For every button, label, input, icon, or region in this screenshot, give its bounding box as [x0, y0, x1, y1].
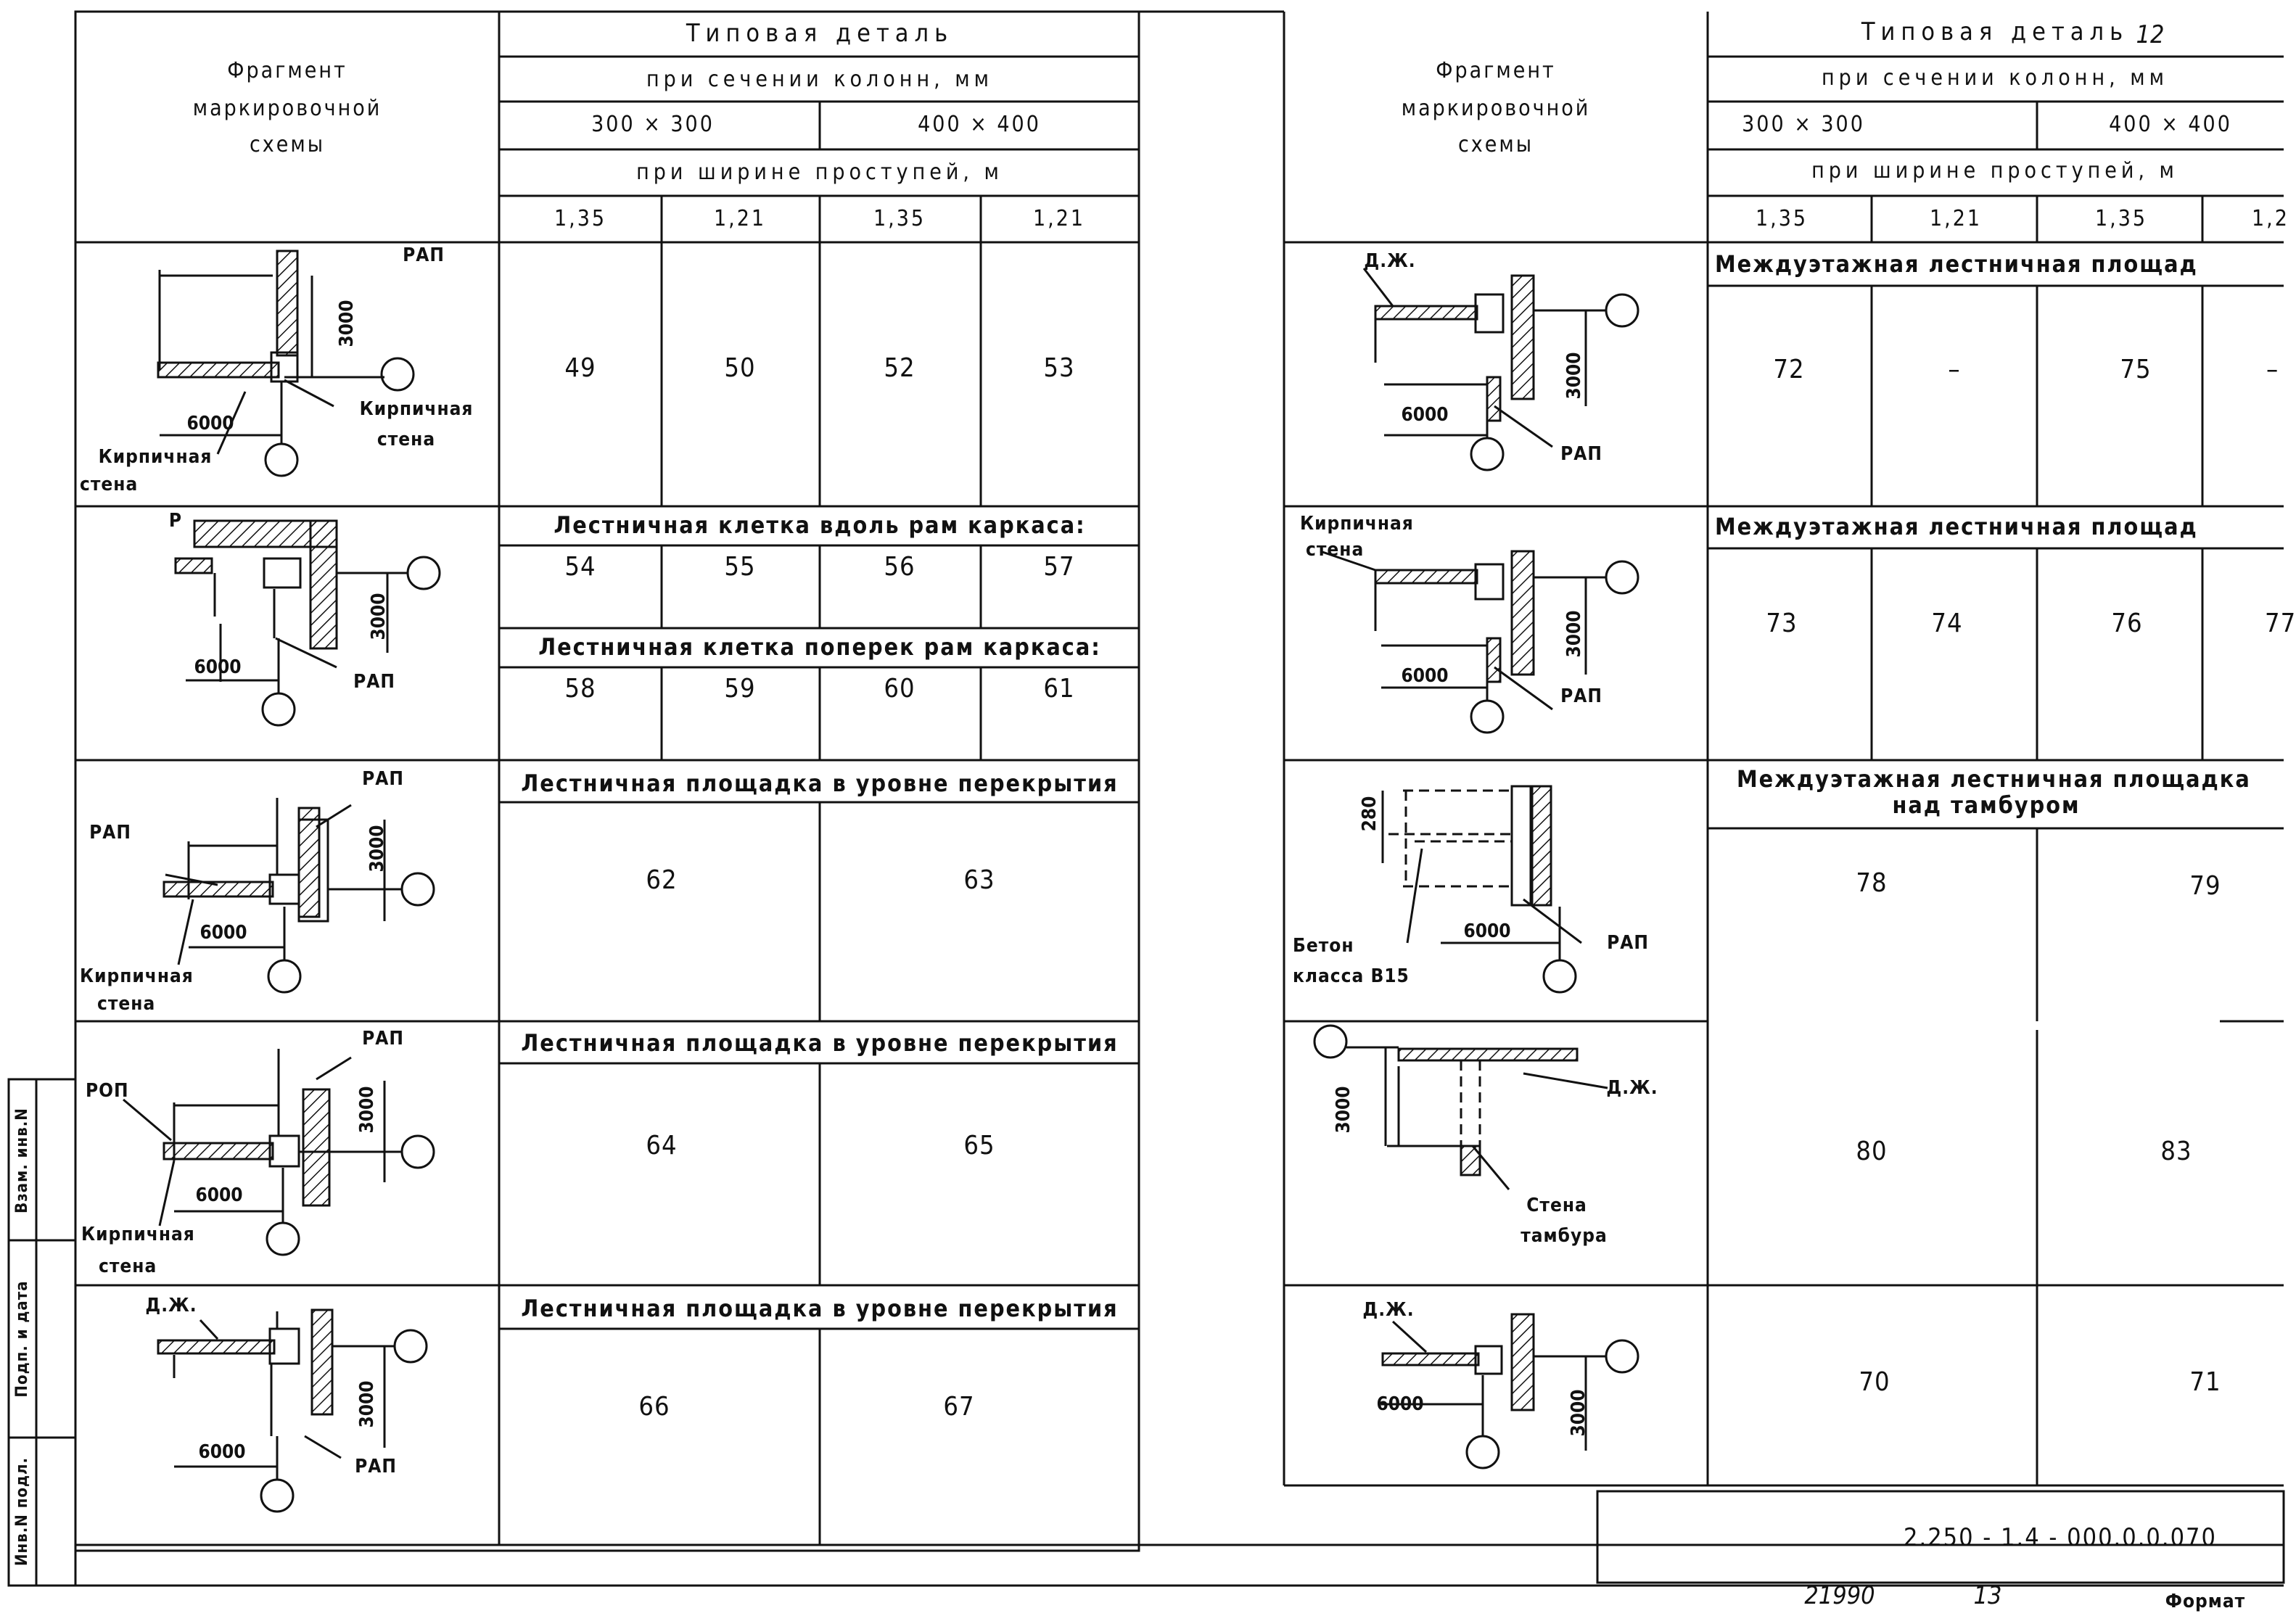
- right-row1-value: –: [1948, 355, 1961, 384]
- right-fragment-label-3: схемы: [1457, 132, 1534, 157]
- right-row3-value: 78: [1856, 868, 1888, 898]
- document-code: 2.250 - 1.4 - 000.0.0.070: [1904, 1523, 2217, 1552]
- right-fragment-label-1: Фрагмент: [1436, 58, 1556, 83]
- left-col-section-400: 400 × 400: [918, 112, 1041, 137]
- left-step-width-4: 1,21: [1032, 206, 1086, 231]
- sketch-label-rap: РАП: [1560, 685, 1602, 707]
- sketch-dim-vert: 3000: [366, 825, 388, 873]
- sketch-dim-vert: 3000: [1568, 1389, 1589, 1437]
- left-row1-value: 52: [884, 353, 915, 383]
- sketch-label-concrete: класса В15: [1293, 965, 1410, 987]
- sketch-label-wall: Кирпичная: [359, 398, 474, 420]
- right-row2-value: 73: [1766, 609, 1798, 638]
- left-row1-value: 49: [564, 353, 596, 383]
- right-row3-band-1: Междуэтажная лестничная площадка: [1737, 765, 2251, 793]
- sketch-label-wall: тамбура: [1521, 1225, 1608, 1247]
- right-header-subtitle-columns: при сечении колонн, мм: [1822, 65, 2168, 91]
- sketch-label-rap: РАП: [353, 671, 395, 693]
- right-row2-value: 76: [2111, 609, 2143, 638]
- left-row1-value: 53: [1043, 353, 1075, 383]
- sketch-label-concrete: Бетон: [1293, 935, 1354, 957]
- left-header-title: Типовая деталь: [686, 19, 954, 48]
- left-row5-band: Лестничная площадка в уровне перекрытия: [521, 1295, 1119, 1322]
- right-fragment-label-2: маркировочной: [1401, 96, 1591, 121]
- sketch-label-wall: Кирпичная: [80, 965, 194, 987]
- right-row2-band: Междуэтажная лестничная площад: [1715, 513, 2198, 540]
- sketch-label-rap: РАП: [362, 1028, 404, 1050]
- right-row5-value: 71: [2189, 1367, 2221, 1397]
- sketch-dim-vert: 3000: [336, 300, 358, 347]
- sketch-label-rap: РАП: [1560, 443, 1602, 465]
- sketch-dim-vert: 3000: [1333, 1086, 1354, 1134]
- sketch-label-wall: стена: [80, 474, 139, 495]
- right-col-section-300: 300 × 300: [1742, 112, 1865, 137]
- right-step-width-1: 1,35: [1755, 206, 1809, 231]
- sketch-dim-vert: 3000: [356, 1086, 378, 1134]
- sketch-dim-vert: 280: [1359, 796, 1381, 832]
- left-row2-value: 60: [884, 674, 915, 704]
- side-stamp-replace-inv: Взам. инв.N: [13, 1108, 31, 1213]
- left-row2-value: 61: [1043, 674, 1075, 704]
- sketch-left-row5: [158, 1310, 427, 1512]
- left-row2-value: 54: [564, 552, 596, 582]
- left-row1-value: 50: [724, 353, 756, 383]
- sketch-left-row1: [158, 251, 413, 476]
- sketch-label-rop: РОП: [86, 1080, 129, 1102]
- left-row2-value: 55: [724, 552, 756, 582]
- left-col-section-300: 300 × 300: [591, 112, 715, 137]
- sketch-left-row3: [164, 798, 434, 992]
- sketch-label-rap: РАП: [362, 768, 404, 790]
- sketch-dim-horiz: 6000: [186, 413, 234, 434]
- right-row1-value: 75: [2120, 355, 2152, 384]
- side-stamp-inv: Инв.N подл.: [13, 1456, 31, 1567]
- left-row2-value: 57: [1043, 552, 1075, 582]
- right-header-page-mark: 12: [2136, 20, 2165, 49]
- right-row4-value: 83: [2160, 1137, 2192, 1166]
- sketch-dim-horiz: 6000: [195, 1184, 243, 1206]
- footer-format-label: Формат: [2165, 1591, 2246, 1612]
- sketch-dim-horiz: 6000: [1401, 404, 1449, 426]
- right-row1-band: Междуэтажная лестничная площад: [1715, 250, 2198, 278]
- left-row3-value: 63: [963, 865, 995, 895]
- sketch-label-dzh: Д.Ж.: [1606, 1077, 1658, 1099]
- right-row3-band-2: над тамбуром: [1892, 791, 2081, 819]
- left-row2-value: 56: [884, 552, 915, 582]
- sketch-label-wall: Кирпичная: [1300, 513, 1414, 535]
- left-header-subtitle-columns: при сечении колонн, мм: [646, 67, 993, 92]
- left-row5-value: 67: [943, 1392, 975, 1422]
- left-header-subtitle-steps: при ширине проступей, м: [636, 160, 1003, 185]
- sketch-dim-vert: 3000: [368, 593, 390, 640]
- sketch-label-wall: стена: [99, 1256, 157, 1277]
- right-row2-value: 74: [1931, 609, 1963, 638]
- sketch-dim-horiz: 6000: [199, 922, 247, 944]
- left-row2-band-1: Лестничная клетка вдоль рам каркаса:: [554, 511, 1086, 539]
- sketch-label-wall: Стена: [1526, 1195, 1587, 1216]
- left-row2-value: 59: [724, 674, 756, 704]
- right-header-subtitle-steps: при ширине проступей, м: [1811, 158, 2178, 184]
- sketch-dim-vert: 3000: [1563, 610, 1585, 658]
- right-header-title: Типовая деталь: [1861, 17, 2129, 46]
- sketch-label-wall: стена: [97, 993, 156, 1015]
- sketch-label-rap: РАП: [89, 822, 131, 844]
- side-stamp-sign-date: Подп. и дата: [13, 1280, 31, 1398]
- sketch-dim-horiz: 6000: [1401, 665, 1449, 687]
- left-row2-band-2: Лестничная клетка поперек рам каркаса:: [538, 633, 1101, 661]
- sketch-label-wall: Кирпичная: [81, 1224, 195, 1245]
- sketch-label-wall: стена: [1306, 539, 1365, 561]
- sketch-label-dzh: Д.Ж.: [1364, 250, 1416, 272]
- footer-number: 21990: [1804, 1581, 1875, 1610]
- sketch-right-row5: [1381, 1314, 1638, 1468]
- sketch-label-rap: РАП: [355, 1456, 397, 1477]
- sketch-dim-vert: 3000: [1563, 352, 1585, 400]
- sketch-label-rap: РАП: [403, 244, 445, 266]
- right-row5-value: 70: [1859, 1367, 1890, 1397]
- left-step-width-3: 1,35: [873, 206, 926, 231]
- left-row4-value: 65: [963, 1131, 995, 1161]
- sketch-dim-vert: 3000: [356, 1380, 378, 1428]
- sketch-label-dzh: Д.Ж.: [1362, 1299, 1415, 1321]
- right-row2-value: 77: [2265, 609, 2296, 638]
- sketch-dim-horiz: 6000: [1463, 920, 1511, 942]
- right-step-width-3: 1,35: [2094, 206, 2148, 231]
- left-row4-value: 64: [646, 1131, 678, 1161]
- left-step-width-1: 1,35: [554, 206, 607, 231]
- sketch-label-wall: Кирпичная: [98, 446, 213, 468]
- left-fragment-label-1: Фрагмент: [227, 58, 347, 83]
- left-row4-band: Лестничная площадка в уровне перекрытия: [521, 1029, 1119, 1057]
- left-row3-value: 62: [646, 865, 678, 895]
- right-col-section-400: 400 × 400: [2109, 112, 2232, 137]
- sketch-dim-horiz: 6000: [194, 656, 242, 678]
- sketch-label-wall: стена: [377, 429, 436, 450]
- left-fragment-label-3: схемы: [249, 132, 326, 157]
- left-step-width-2: 1,21: [713, 206, 767, 231]
- right-row3-value: 79: [2189, 871, 2221, 901]
- footer-page: 13: [1973, 1581, 2002, 1610]
- left-row3-band: Лестничная площадка в уровне перекрытия: [521, 770, 1119, 797]
- sketch-left-row2: [176, 521, 440, 725]
- left-fragment-label-2: маркировочной: [192, 96, 382, 121]
- sketch-right-row1: [1364, 268, 1638, 470]
- sketch-dim-horiz: 6000: [1376, 1393, 1424, 1415]
- left-row2-value: 58: [564, 674, 596, 704]
- right-step-width-2: 1,21: [1929, 206, 1983, 231]
- sketch-dim-horiz: 6000: [198, 1441, 246, 1463]
- sketch-label-p: Р: [168, 510, 183, 532]
- right-row1-value: –: [2266, 355, 2279, 384]
- left-row5-value: 66: [638, 1392, 670, 1422]
- sketch-right-row3: [1383, 786, 1581, 992]
- right-row1-value: 72: [1773, 355, 1805, 384]
- right-row4-value: 80: [1856, 1137, 1888, 1166]
- sketch-label-rap: РАП: [1607, 932, 1649, 954]
- sketch-right-row4: [1314, 1026, 1608, 1190]
- right-step-width-4: 1,2: [2252, 206, 2289, 231]
- sketch-label-dzh: Д.Ж.: [145, 1295, 197, 1316]
